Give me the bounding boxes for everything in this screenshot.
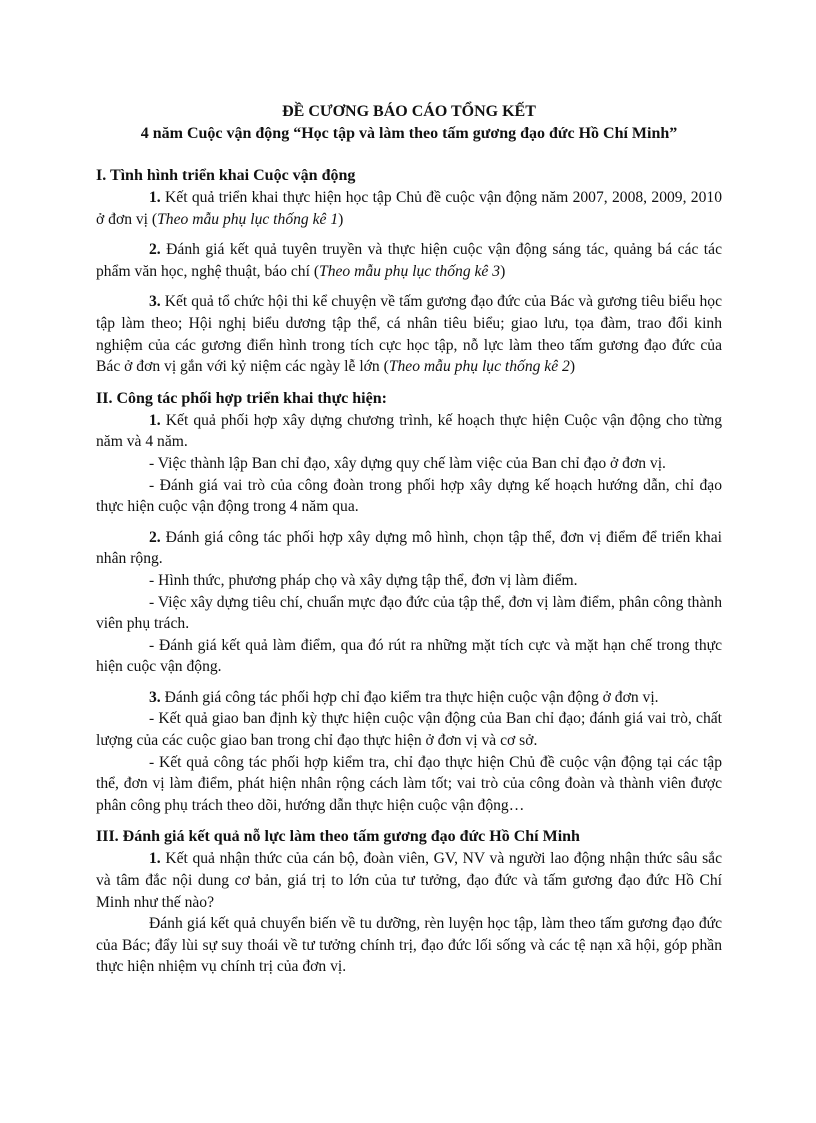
section-2-paragraph-1 [96,410,722,453]
paragraph-text: Kết quả tổ chức hội thi kể chuyện về tấm gương đạo đức của Bác và gương tiêu biểu học tập làm theo; Hội nghị biểu dương tập thể, cá nhân tiêu biểu; giao lưu, tọa đàm, trao đổi kinh nghiệm của các gương điển hình trong tích cực học tập, nỗ lực làm theo tấm gương đạo đức của Bác ở đơn vị gắn với kỷ niệm các ngày lễ lớn ( [96,293,722,376]
section-1-heading: I. Tình hình triển khai Cuộc vận động [96,167,356,184]
section-2-bullet: - Kết quả giao ban định kỳ thực hiện cuộc vận động của Ban chỉ đạo; đánh giá vai trò, chất lượng của các cuộc giao ban trong chỉ đạo thực hiện ở đơn vị và cơ sở. [96,710,722,750]
document-title: ĐỀ CƯƠNG BÁO CÁO TỔNG KẾT [282,103,536,120]
item-number: 2. [149,241,161,259]
section-3-paragraph-2: Đánh giá kết quả chuyển biến về tu dưỡng, rèn luyện học tập, làm theo tấm gương đạo đức của Bác; đẩy lùi sự suy thoái về tư tưởng chính trị, đạo đức lối sống và các tệ nạn xã hội, góp phần thực hiện nhiệm vụ chính trị của đơn vị. [96,915,722,976]
paragraph-text: Đánh giá công tác phối hợp xây dựng mô hình, chọn tập thể, đơn vị điểm để triển khai nhân rộng. [96,528,722,568]
paragraph-text: Đánh giá kết quả tuyên truyền và thực hiện cuộc vận động sáng tác, quảng bá các tác phẩm văn học, nghệ thuật, báo chí ( [96,241,722,280]
paragraph-end: ) [338,210,344,228]
section-3-paragraph-1 [96,848,722,913]
appendix-reference: Theo mẫu phụ lục thống kê 1 [157,210,339,228]
section-1-paragraph-1 [96,187,722,230]
item-number: 3. [149,293,161,311]
paragraph-text: Kết quả triển khai thực hiện học tập Chủ đề cuộc vận động năm 2007, 2008, 2009, 2010 ở đơn vị ( [96,189,722,228]
appendix-reference: Theo mẫu phụ lục thống kê 2 [388,358,570,376]
paragraph-end: ) [569,358,576,376]
appendix-reference: Theo mẫu phụ lục thống kê 3 [319,262,501,280]
section-2-bullet: - Việc xây dựng tiêu chí, chuẩn mực đạo đức của tập thể, đơn vị làm điểm, phân công thành viên phụ trách. [96,593,722,633]
document-body [96,165,722,978]
section-2-bullet: - Hình thức, phương pháp chọ và xây dựng tập thể, đơn vị làm điểm. [149,571,578,589]
item-number: 1. [149,189,161,206]
section-1-paragraph-2 [96,239,722,282]
item-number: 1. [149,850,161,868]
section-2-paragraph-2 [96,527,722,570]
paragraph-text: Đánh giá công tác phối hợp chỉ đạo kiểm tra thực hiện cuộc vận động ở đơn vị. [160,688,659,706]
document-subtitle: 4 năm Cuộc vận động “Học tập và làm theo tấm gương đạo đức Hồ Chí Minh” [140,125,678,142]
section-2-bullet: - Đánh giá kết quả làm điểm, qua đó rút ra những mặt tích cực và mặt hạn chế trong thực hiện cuộc vận động. [96,636,722,676]
section-2-bullet: - Đánh giá vai trò của công đoàn trong phối hợp xây dựng kế hoạch hướng dẫn, chỉ đạo thực hiện cuộc vận động trong 4 năm qua. [96,476,722,516]
paragraph-text: Kết quả nhận thức của cán bộ, đoàn viên, GV, NV và người lao động nhận thức sâu sắc và tâm đắc nội dung cơ bản, giá trị to lớn của tư tưởng, đạo đức và tấm gương đạo đức Hồ Chí Minh như thế nào? [96,850,722,911]
section-1-paragraph-3 [96,291,722,377]
paragraph-end: ) [500,262,506,280]
section-3-heading: III. Đánh giá kết quả nỗ lực làm theo tấm gương đạo đức Hồ Chí Minh [96,828,580,846]
item-number: 1. [149,411,161,429]
item-number: 2. [149,528,161,546]
item-number: 3. [149,688,161,706]
section-2-heading: II. Công tác phối hợp triển khai thực hiện: [96,389,387,407]
paragraph-text: Kết quả phối hợp xây dựng chương trình, kế hoạch thực hiện Cuộc vận động cho từng năm và 4 năm. [96,411,722,451]
section-2-paragraph-3 [96,687,722,709]
section-2-bullet: - Kết quả công tác phối hợp kiểm tra, chỉ đạo thực hiện Chủ đề cuộc vận động tại các tập thể, đơn vị làm điểm, phát hiện nhân rộng cách làm tốt; vai trò của công đoàn và thành viên được phân công phụ trách theo dõi, hướng dẫn thực hiện cuộc vận động… [96,753,722,814]
section-2-bullet: - Việc thành lập Ban chỉ đạo, xây dựng quy chế làm việc của Ban chỉ đạo ở đơn vị. [149,454,666,472]
